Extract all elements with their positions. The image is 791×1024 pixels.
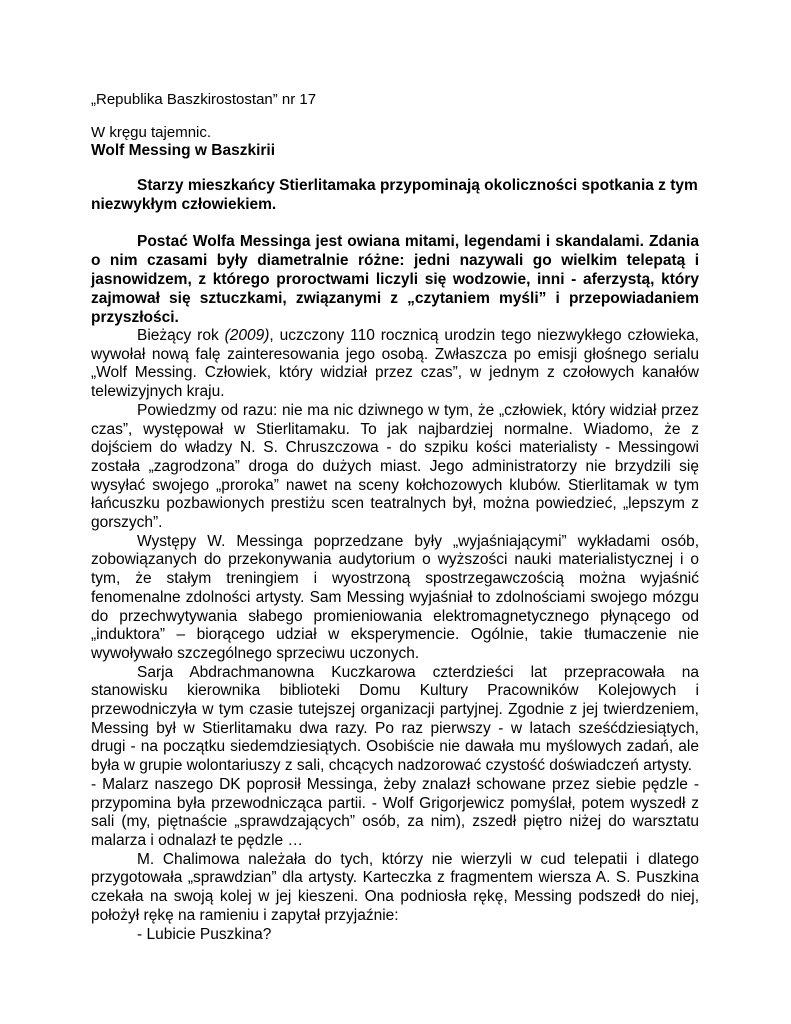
text-line: Występy W. Messinga poprzedzane były „wyjaśniającymi” wykładami osób, [137, 532, 699, 550]
text-line: Messing był w Stierlitamaku dwa razy. Po raz pierwszy - w latach sześćdziesiątych, [91, 719, 699, 737]
text-line: przewodniczyła w tym czasie tutejszej organizacji partyjnej. Zgodnie z jej twierdzeniem, [91, 701, 699, 719]
text-line: Bieżący rok (2009), uczczony 110 rocznicą urodzin tego niezwykłego człowieka, [137, 327, 699, 344]
text-line: czekała na swoją kolej w jej kieszeni. Ona podniosła rękę, Messing podszedł do niej, [91, 888, 699, 906]
text-line: telewizyjnych kraju. [91, 383, 225, 401]
text-line: tym, że stałym treningiem i wyostrzoną spostrzegawczością można wyjaśnić [91, 570, 699, 588]
body-paragraph [91, 402, 699, 533]
text-line: sali (my, piętnaście „sprawdzających” osób, za nim), zszedł piętro niżej do warsztatu [91, 813, 699, 831]
text-line: „Wolf Messing. Człowiek, który widział przez czas”, w jednym z czołowych kanałów [91, 364, 699, 382]
text-line: gorszych”. [91, 514, 163, 532]
text-line: przygotowała „sprawdzian” dla artysty. Karteczka z fragmentem wiersza A. S. Puszkina [91, 869, 699, 887]
lead-paragraph: Starzy mieszkańcy Stierlitamaka przypominają okoliczności spotkania z tym niezwykłym człowiekiem. [91, 177, 698, 213]
text-line: „induktora” – biorącego udział w eksperymencie. Ogólnie, takie tłumaczenie nie [91, 626, 699, 644]
text-line: wysyłać swojego „proroka” nawet na sceny kołchozowych klubów. Stierlitamak w tym [91, 476, 699, 494]
body-paragraph [91, 533, 699, 664]
text-line: położył rękę na ramieniu i zapytał przyjaźnie: [91, 906, 399, 924]
text-line: stanowisku kierownika biblioteki Domu Kultury Pracowników Kolejowych i [91, 682, 699, 700]
text-line: M. Chalimowa należała do tych, którzy nie wierzyli w cud telepatii i dlatego [137, 850, 699, 868]
body-paragraph [91, 664, 699, 776]
year-emphasis: (2009) [224, 327, 270, 344]
text-line: dojściem do władzy N. S. Chruszczowa - do szpiku kości materialisty - Messingowi [91, 439, 699, 457]
body-paragraph [91, 851, 699, 926]
intro-paragraph: Postać Wolfa Messinga jest owiana mitami, legendami i skandalami. Zdania o nim czasami były diametralnie różne: jedni nazywali go wielkim telepatą i jasnowidzem, z którego proroctwami liczyli się wodzowie, inni - aferzystą, który zajmował się sztuczkami, związanymi z „czytaniem myśli” i przepowiadaniem przyszłości. [91, 233, 699, 326]
text-line: wywoływało szczególnego sprzeciwu uczonych. [91, 644, 420, 662]
article-body [91, 327, 699, 944]
text-line: malarza i odnalazł te pędzle … [91, 831, 303, 849]
kicker: W kręgu tajemnic. [91, 124, 212, 141]
text-line: została „zagrodzona” droga do dużych miast. Jego administratorzy nie brzydzili się [91, 457, 699, 475]
text-line: była w grupie wolontariuszy z sali, chcących nadzorować czystość doświadczeń artysty. [91, 757, 693, 775]
source-line: „Republika Baszkirostostan” nr 17 [91, 91, 317, 108]
text-line: fenomenalne zdolności artysty. Sam Messing wyjaśniał to zdolnościami swojego mózgu [91, 588, 699, 606]
text-line: drugi - na początku siedemdziesiątych. Osobiście nie dawała mu myślowych zadań, ale [91, 738, 699, 756]
body-paragraph [91, 327, 699, 402]
text-line: przypomina była przewodnicząca partii. - Wolf Grigorjewicz pomyślał, potem wyszedł z [91, 794, 699, 812]
text-line: wywołał nową falę zainteresowania jego osobą. Zwłaszcza po emisji głośnego serialu [91, 345, 699, 363]
body-paragraph [91, 926, 699, 945]
text-line: łańcuszku pozbawionych prestiżu scen teatralnych był, można powiedzieć, „lepszym z [91, 495, 699, 513]
article-title: Wolf Messing w Baszkirii [91, 142, 276, 159]
text-line: do przechwytywania słabego promieniowania elektromagnetycznego płynącego od [91, 607, 699, 625]
text-line: zobowiązanych do przekonywania audytorium o wyższości nauki materialistycznej i o [91, 551, 699, 569]
text-line: - Lubicie Puszkina? [137, 925, 272, 943]
text-line: - Malarz naszego DK poprosił Messinga, żeby znalazł schowane przez siebie pędzle - [91, 775, 699, 793]
text-line: czas”, występował w Stierlitamaku. To jak najbardziej normalne. Wiadomo, że z [91, 420, 699, 438]
text-line: Sarja Abdrachmanowna Kuczkarowa czterdzieści lat przepracowała na [137, 663, 699, 681]
text-line: Powiedzmy od razu: nie ma nic dziwnego w tym, że „człowiek, który widział przez [137, 401, 699, 419]
body-paragraph [91, 776, 699, 851]
